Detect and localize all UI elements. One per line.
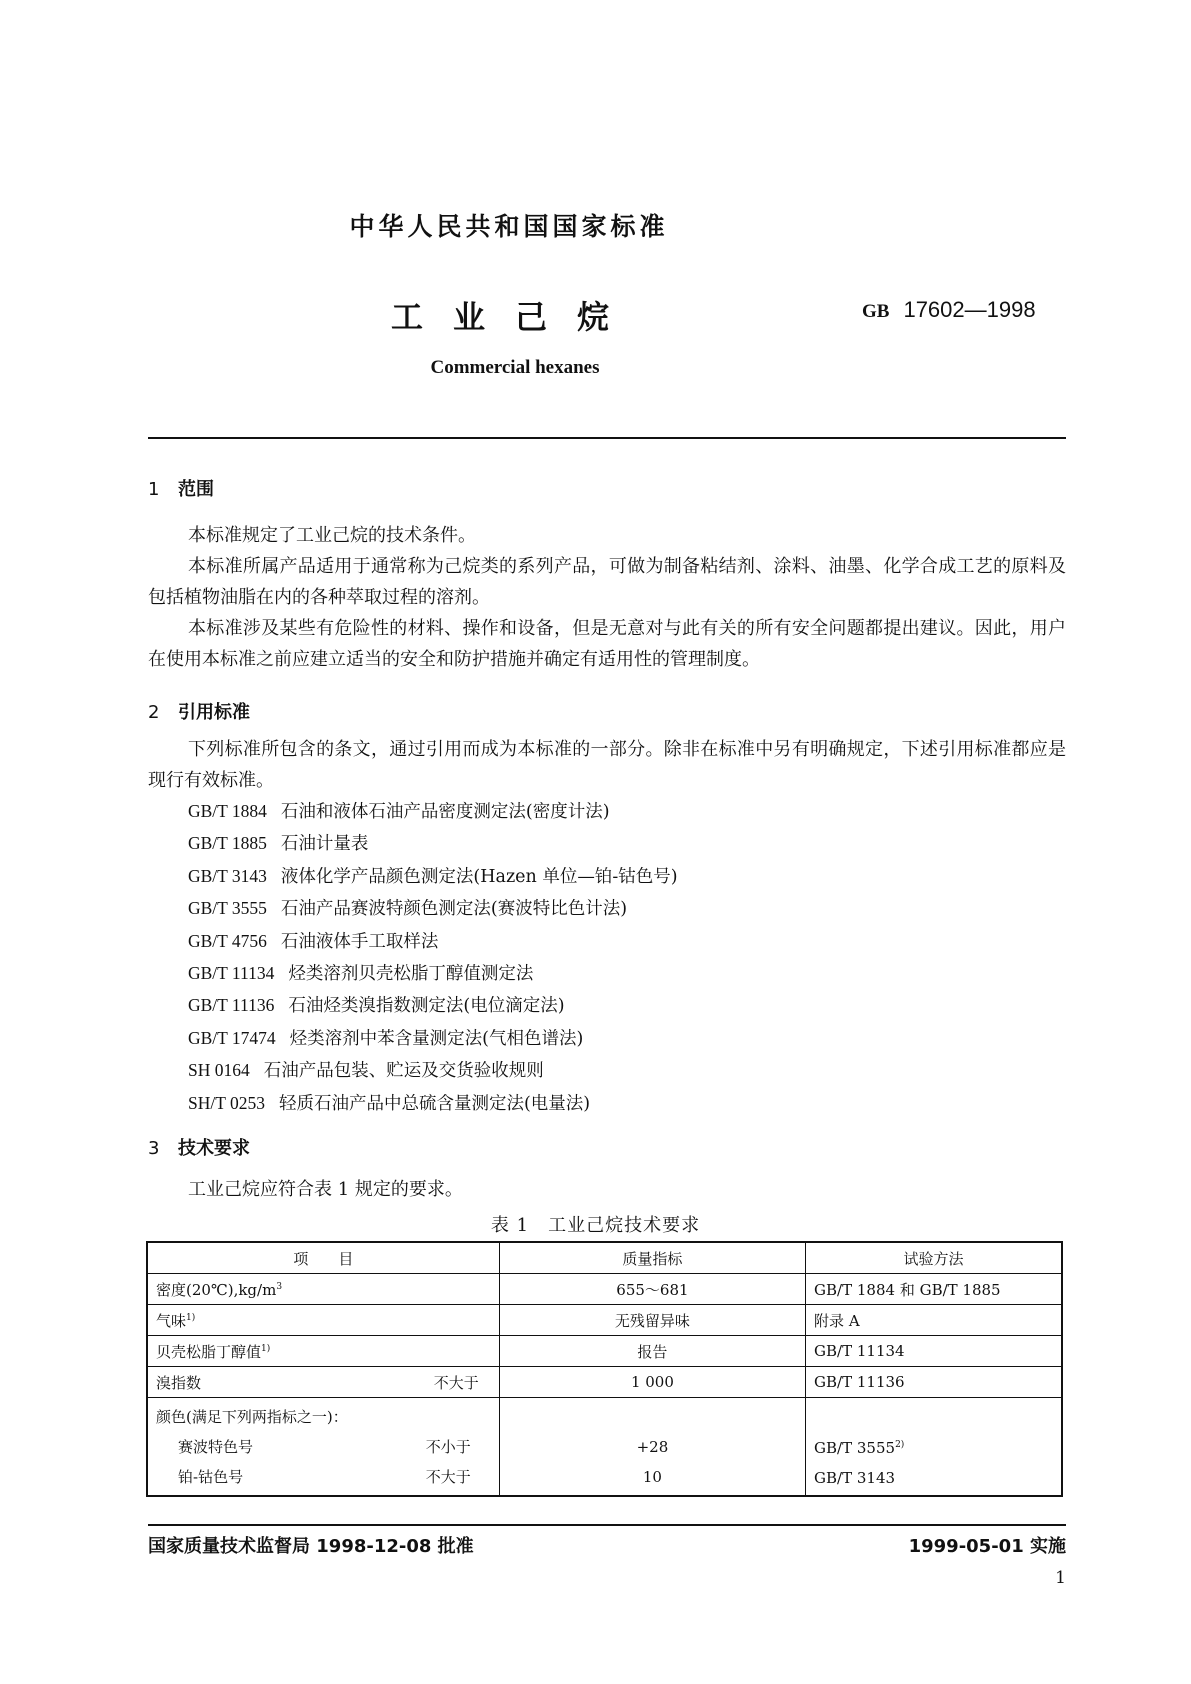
ref-name: 轻质石油产品中总硫含量测定法(电量法) xyxy=(278,1093,591,1114)
ref-code: GB/T 1885 xyxy=(188,833,267,854)
ref-name: 石油液体手工取样法 xyxy=(280,931,439,952)
item-cell: 颜色(满足下列两指标之一)： 赛波特色号 不小于 铂-钴色号 不大于 xyxy=(147,1398,499,1497)
reference-list xyxy=(188,796,678,1120)
list-item xyxy=(188,828,678,860)
ref-name: 液体化学产品颜色测定法(Hazen 单位—铂-钴色号) xyxy=(280,866,678,887)
table-row xyxy=(147,1367,1062,1398)
list-item xyxy=(188,796,678,828)
list-item xyxy=(188,893,678,925)
method-cell: GB/T 1884 和 GB/T 1885 xyxy=(806,1274,1062,1305)
section-title: 引用标准 xyxy=(178,702,250,723)
section-number: 2 xyxy=(148,702,160,723)
index-cell: 报告 xyxy=(499,1336,805,1367)
item-cell: 密度$(20℃),kg/m^3$ xyxy=(147,1274,499,1305)
qualifier: 不小于 xyxy=(425,1437,471,1456)
method-cell: GB/T 11136 xyxy=(806,1367,1062,1398)
standard-number xyxy=(862,297,1036,323)
ref-name: 烃类溶剂中苯含量测定法(气相色谱法) xyxy=(289,1028,584,1049)
document-title: 工业己烷 xyxy=(390,298,639,336)
qualifier: 不大于 xyxy=(433,1373,479,1392)
index-cell: 1 000 xyxy=(499,1367,805,1398)
table-row xyxy=(147,1336,1062,1367)
ref-code: GB/T 4756 xyxy=(188,930,267,951)
section-3-heading xyxy=(148,1134,250,1160)
paragraph: 工业己烷应符合表 1 规定的要求。 xyxy=(188,1179,463,1200)
ref-code: GB/T 11136 xyxy=(188,995,275,1016)
national-standard-title: 中华人民共和国国家标准 xyxy=(349,212,669,241)
paragraph: 本标准规定了工业己烷的技术条件。 xyxy=(188,525,476,546)
ref-code: GB/T 3555 xyxy=(188,898,267,919)
table-caption: 表 1 工业己烷技术要求 xyxy=(490,1215,701,1236)
item-cell: 气味$^{1)}$ xyxy=(147,1305,499,1336)
list-item xyxy=(188,926,678,958)
table-row xyxy=(147,1274,1062,1305)
ref-name: 石油产品赛波特颜色测定法(赛波特比色计法) xyxy=(280,899,628,920)
header-divider xyxy=(148,437,1066,439)
list-item xyxy=(188,990,678,1022)
section-title: 范围 xyxy=(178,479,214,500)
method-cell: GB/T 11134 xyxy=(806,1336,1062,1367)
requirements-table xyxy=(146,1241,1063,1497)
section-number: 1 xyxy=(148,479,160,500)
index-cell: +28 10 xyxy=(499,1398,805,1497)
standard-prefix: GB xyxy=(862,301,890,322)
approval-line: 国家质量技术监督局 1998-12-08 批准 xyxy=(148,1536,474,1557)
ref-name: 石油产品包装、贮运及交货验收规则 xyxy=(263,1061,544,1082)
method-cell: GB/T 3555$^{2)}$ GB/T 3143 xyxy=(806,1398,1062,1497)
list-item xyxy=(188,861,678,893)
ref-code: GB/T 3143 xyxy=(188,865,267,886)
column-header: 试验方法 xyxy=(806,1242,1062,1274)
implementation-date: 1999-05-01 实施 xyxy=(908,1536,1066,1557)
column-header: 质量指标 xyxy=(499,1242,805,1274)
ref-code: GB/T 1884 xyxy=(188,801,267,821)
ref-name: 石油烃类溴指数测定法(电位滴定法) xyxy=(288,996,565,1017)
list-item xyxy=(188,1055,678,1087)
item-cell: 溴指数 不大于 xyxy=(147,1367,499,1398)
section-2-heading xyxy=(148,698,250,724)
list-item xyxy=(188,1088,678,1120)
ref-code: SH/T 0253 xyxy=(188,1092,265,1113)
list-item xyxy=(188,1023,678,1055)
paragraph: 本标准所属产品适用于通常称为己烷类的系列产品，可做为制备粘结剂、涂料、油墨、化学合成工艺的原料及包括植物油脂在内的各种萃取过程的溶剂。 xyxy=(148,556,1066,608)
ref-name: 石油和液体石油产品密度测定法(密度计法) xyxy=(280,802,610,822)
section-title: 技术要求 xyxy=(178,1138,250,1159)
index-cell: 无残留异味 xyxy=(499,1305,805,1336)
method-cell: 附录 A xyxy=(806,1305,1062,1336)
ref-name: 石油计量表 xyxy=(280,834,369,855)
table-row xyxy=(147,1398,1062,1497)
qualifier: 不大于 xyxy=(425,1467,471,1486)
standard-code: 17602—1998 xyxy=(903,297,1036,322)
page-number: 1 xyxy=(1055,1568,1066,1588)
table-row xyxy=(147,1305,1062,1336)
table-header-row xyxy=(147,1242,1062,1274)
section-1-heading xyxy=(148,475,214,501)
ref-code: GB/T 11134 xyxy=(188,963,275,984)
index-cell: 655～681 xyxy=(499,1274,805,1305)
section-number: 3 xyxy=(148,1138,160,1159)
list-item xyxy=(188,958,678,990)
item-cell: 贝壳松脂丁醇值$^{1)}$ xyxy=(147,1336,499,1367)
footer-divider xyxy=(148,1524,1066,1526)
paragraph: 本标准涉及某些有危险性的材料、操作和设备，但是无意对与此有关的所有安全问题都提出建议。因此，用户在使用本标准之前应建立适当的安全和防护措施并确定有适用性的管理制度。 xyxy=(148,618,1066,670)
paragraph: 下列标准所包含的条文，通过引用而成为本标准的一部分。除非在标准中另有明确规定，下述引用标准都应是现行有效标准。 xyxy=(148,739,1066,791)
ref-code: GB/T 17474 xyxy=(188,1027,276,1048)
english-title: Commercial hexanes xyxy=(430,357,600,378)
ref-code: SH 0164 xyxy=(188,1060,250,1081)
ref-name: 烃类溶剂贝壳松脂丁醇值测定法 xyxy=(288,964,534,985)
column-header: 项 目 xyxy=(147,1242,499,1274)
